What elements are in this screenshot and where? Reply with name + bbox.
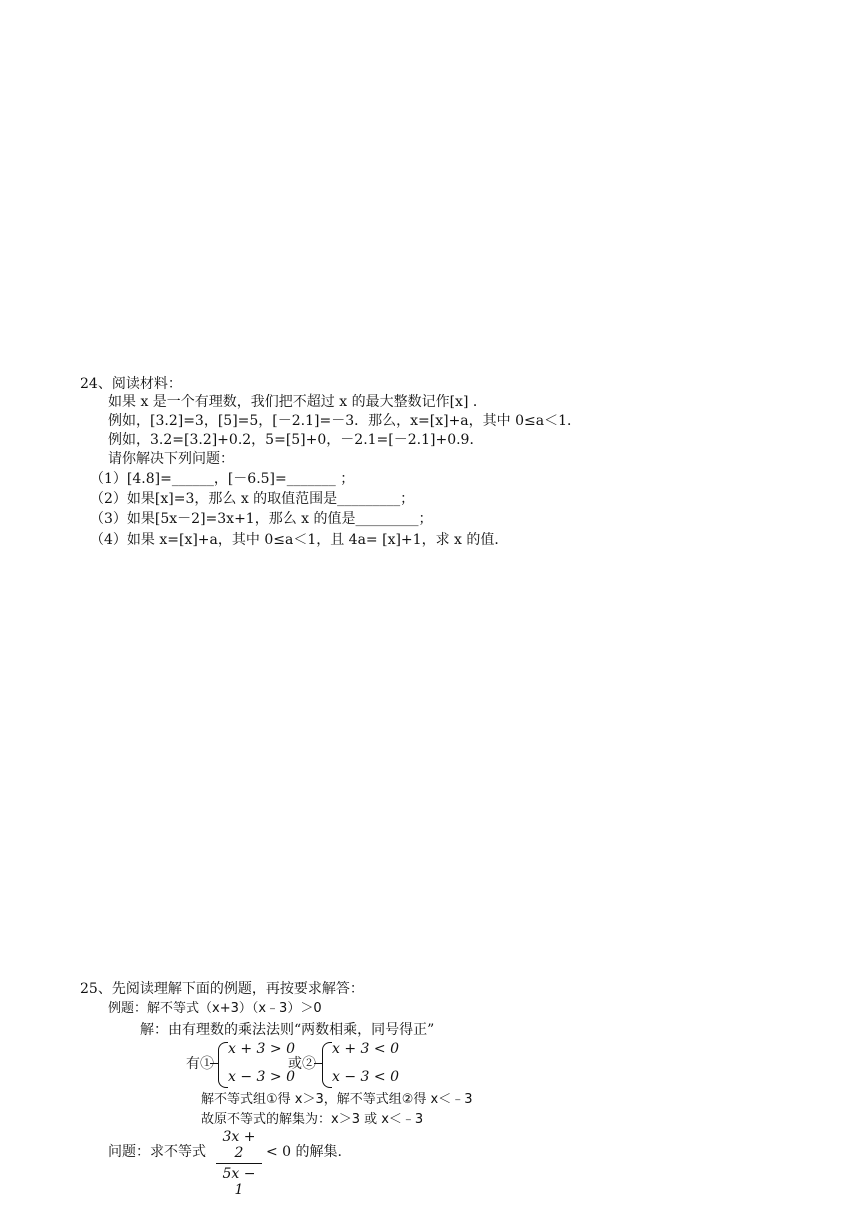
q25-example: 例题：解不等式（x+3）（x﹣3）＞0 xyxy=(108,1001,322,1016)
q25-system-2-line-1: x + 3 < 0 xyxy=(332,1041,399,1057)
q25-fraction-denominator: 5x − 1 xyxy=(222,1166,256,1198)
q24-subquestion-4: （4）如果 x=[x]+a，其中 0≤a＜1，且 4a= [x]+1，求 x 的值． xyxy=(90,532,509,548)
q25-fraction xyxy=(216,1129,262,1198)
q24-paragraph-3: 例如，3.2=[3.2]+0.2，5=[5]+0，－2.1=[－2.1]+0.9． xyxy=(108,432,484,448)
q24-subquestion-1: （1）[4.8]=______，[－6.5]=_______ ； xyxy=(90,471,355,487)
q25-system-2-brace xyxy=(322,1042,332,1088)
q25-system-1-brace xyxy=(218,1042,228,1088)
q25-system-2-line-2: x − 3 < 0 xyxy=(332,1069,399,1085)
q25-you-label: 有① xyxy=(186,1056,214,1072)
q24-paragraph-4: 请你解决下列问题： xyxy=(108,451,234,467)
q24-title: 24、阅读材料： xyxy=(80,376,182,392)
q25-system-1-line-2: x − 3 > 0 xyxy=(228,1069,295,1085)
q25-solution: 解：由有理数的乘法法则“两数相乘，同号得正” xyxy=(140,1022,435,1038)
q25-system-1-line-1: x + 3 > 0 xyxy=(228,1041,295,1057)
q25-question-prefix: 问题：求不等式 xyxy=(108,1144,206,1160)
q25-title: 25、先阅读理解下面的例题，再按要求解答： xyxy=(80,981,364,997)
q24-subquestion-2: （2）如果[x]=3，那么 x 的取值范围是_________； xyxy=(90,491,415,507)
q25-step-2: 故原不等式的解集为：x＞3 或 x＜﹣3 xyxy=(201,1112,424,1127)
q25-fraction-bar xyxy=(216,1163,262,1164)
q25-step-1: 解不等式组①得 x＞3，解不等式组②得 x＜﹣3 xyxy=(201,1092,473,1107)
q24-paragraph-2: 例如，[3.2]=3，[5]=5，[－2.1]=－3．那么，x=[x]+a，其中 0≤a＜1． xyxy=(108,413,581,429)
q24-subquestion-3: （3）如果[5x－2]=3x+1，那么 x 的值是_________； xyxy=(90,511,433,527)
q25-question-suffix: < 0 的解集. xyxy=(266,1144,342,1160)
q25-fraction-numerator: 3x + 2 xyxy=(222,1129,256,1161)
q25-or-label: 或② xyxy=(288,1056,316,1072)
q24-paragraph-1: 如果 x 是一个有理数，我们把不超过 x 的最大整数记作[x] ． xyxy=(108,394,487,410)
